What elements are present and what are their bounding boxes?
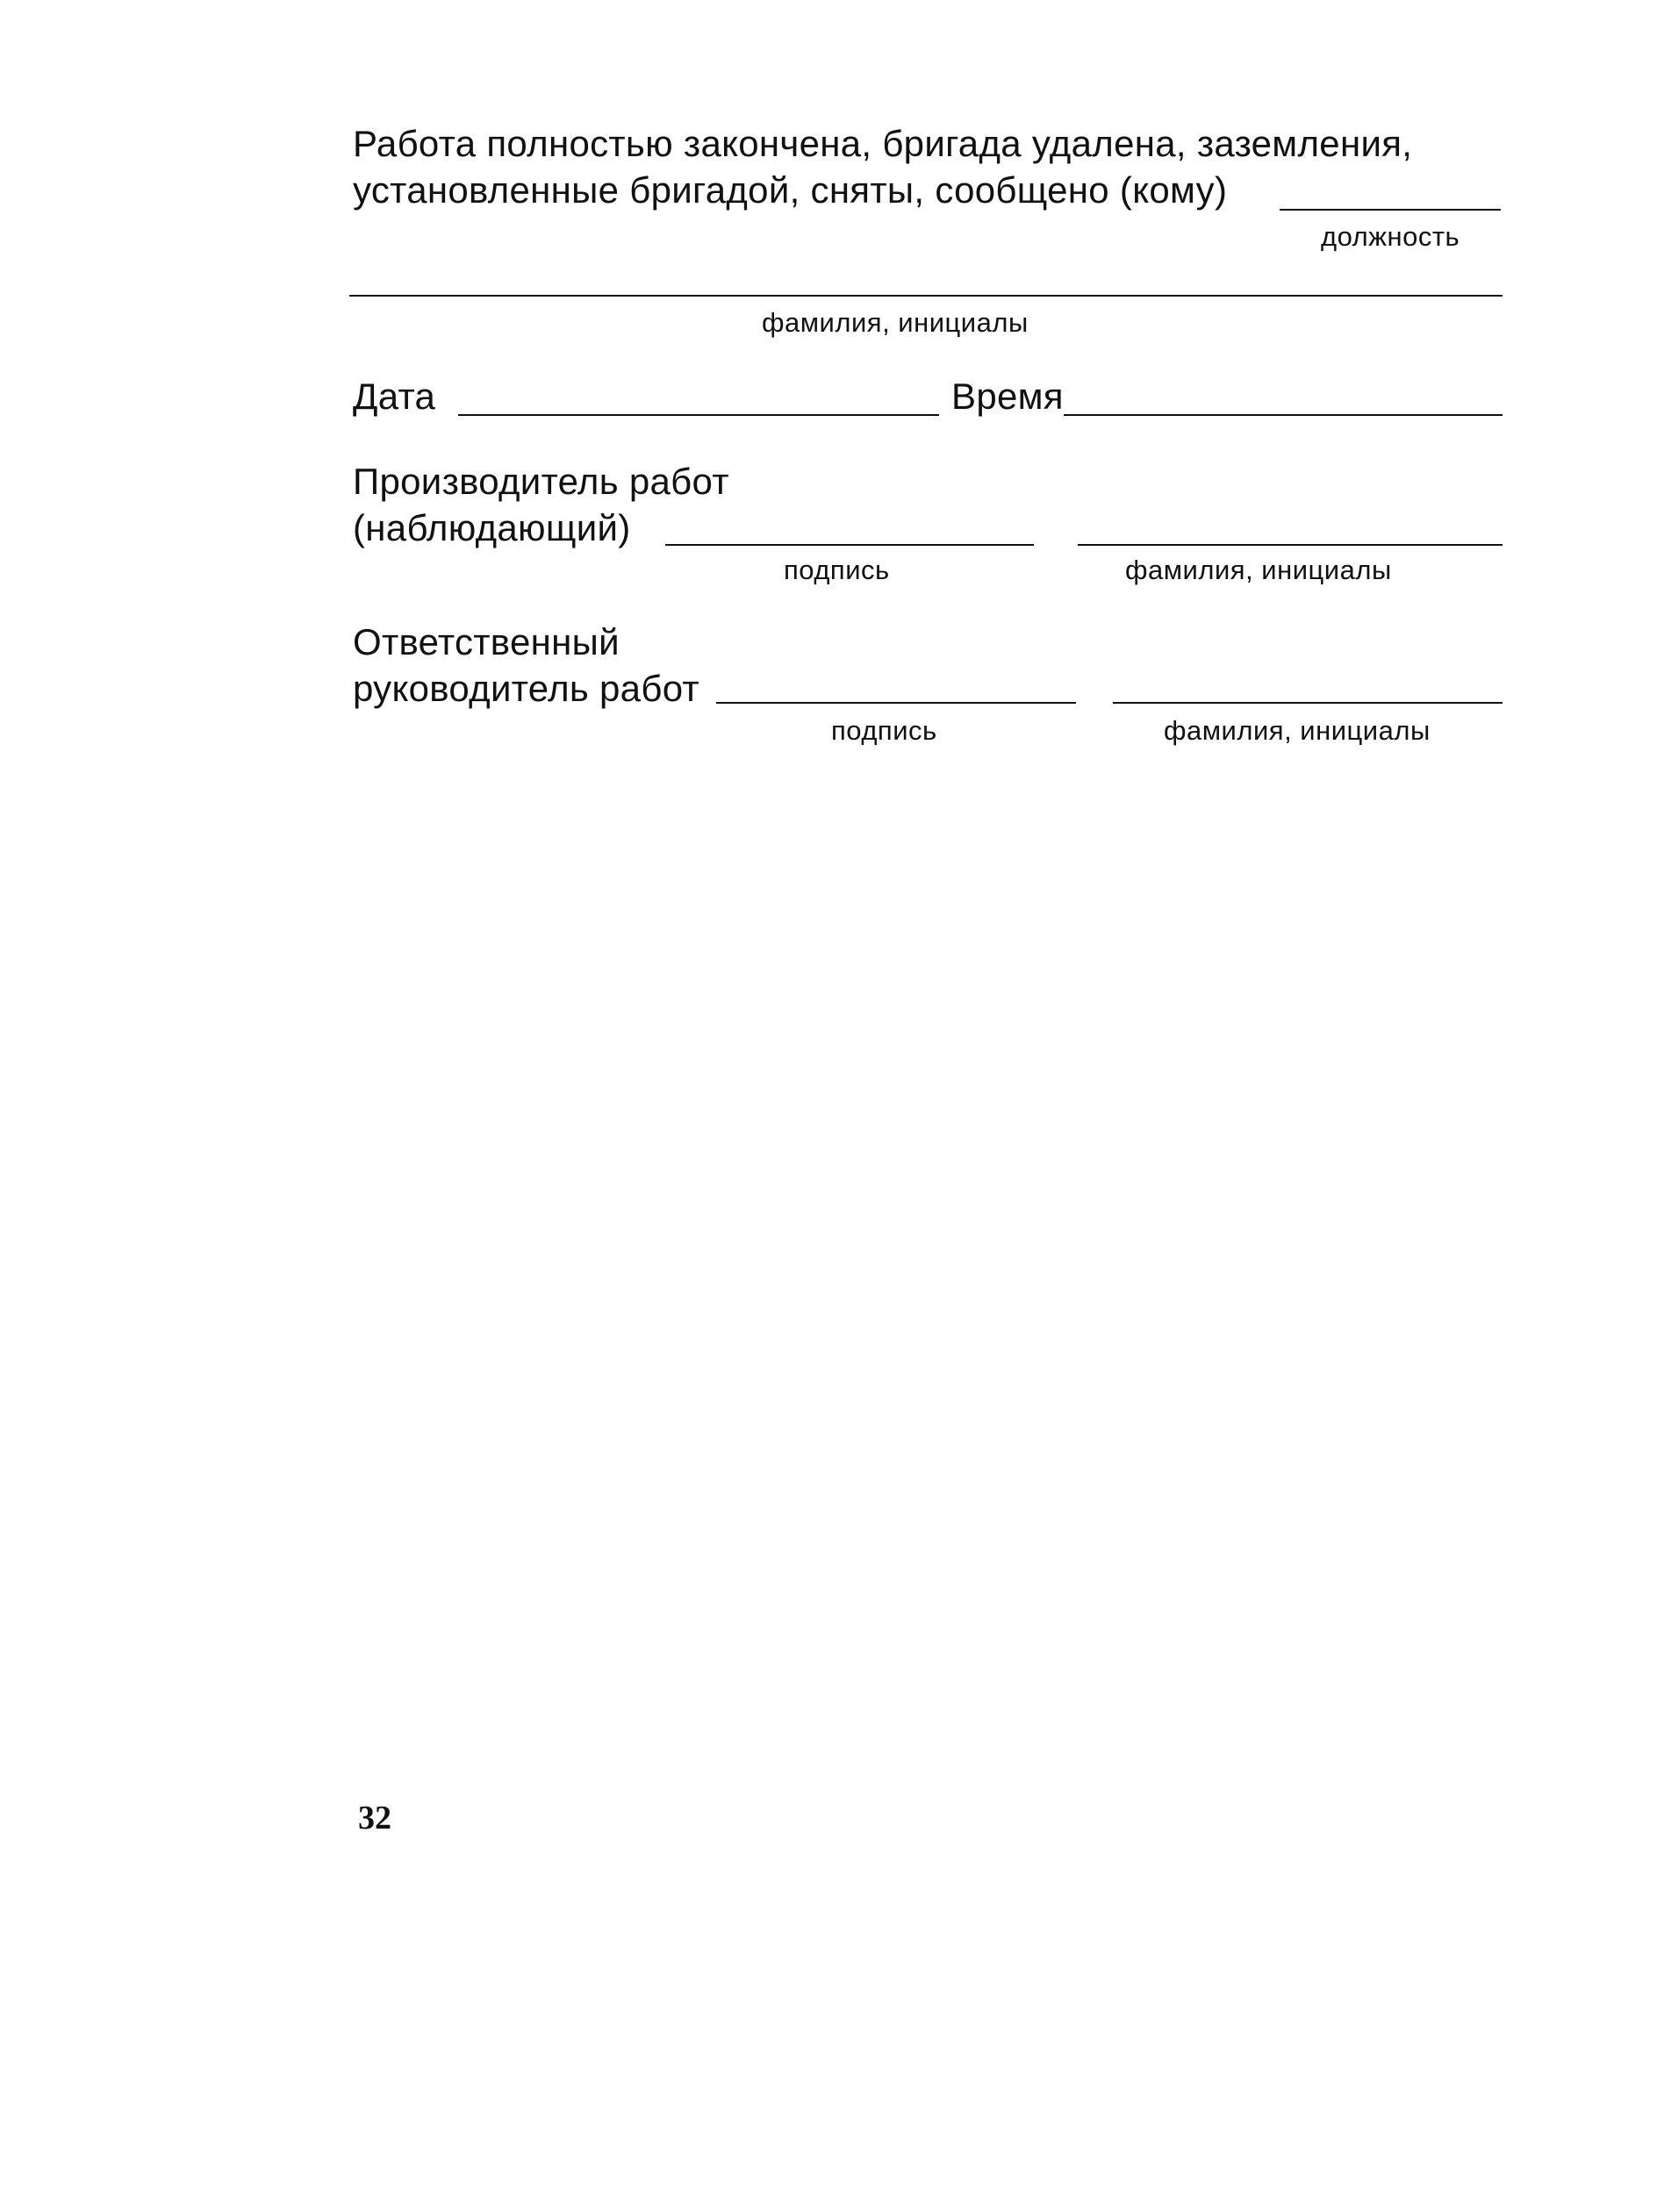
responsible-manager-name-line[interactable] bbox=[1113, 702, 1503, 704]
responsible-manager-label-line1: Ответственный bbox=[353, 621, 620, 662]
completion-statement-line1: Работа полностью закончена, бригада удалена, заземления, bbox=[353, 123, 1413, 164]
caption-responsible-manager-signature: подпись bbox=[831, 715, 937, 746]
date-line[interactable] bbox=[458, 414, 939, 416]
caption-position: должность bbox=[1321, 221, 1460, 252]
caption-responsible-manager-name: фамилия, инициалы bbox=[1164, 715, 1431, 746]
caption-work-producer-signature: подпись bbox=[784, 555, 890, 585]
caption-recipient-name: фамилия, инициалы bbox=[762, 307, 1029, 338]
responsible-manager-label-line2: руководитель работ bbox=[353, 668, 699, 709]
work-producer-name-line[interactable] bbox=[1078, 544, 1503, 546]
page-number: 32 bbox=[358, 1800, 391, 1836]
caption-work-producer-name: фамилия, инициалы bbox=[1125, 555, 1392, 585]
time-label: Время bbox=[951, 376, 1064, 417]
responsible-manager-signature-line[interactable] bbox=[716, 702, 1076, 704]
date-label: Дата bbox=[353, 376, 436, 417]
recipient-position-line[interactable] bbox=[1280, 209, 1501, 211]
work-producer-signature-line[interactable] bbox=[665, 544, 1034, 546]
time-line[interactable] bbox=[1064, 414, 1503, 416]
work-producer-label-line2: (наблюдающий) bbox=[353, 507, 631, 548]
work-producer-label-line1: Производитель работ bbox=[353, 461, 729, 502]
completion-statement-line2: установленные бригадой, сняты, сообщено (кому) bbox=[353, 169, 1228, 211]
recipient-name-line[interactable] bbox=[349, 295, 1503, 297]
